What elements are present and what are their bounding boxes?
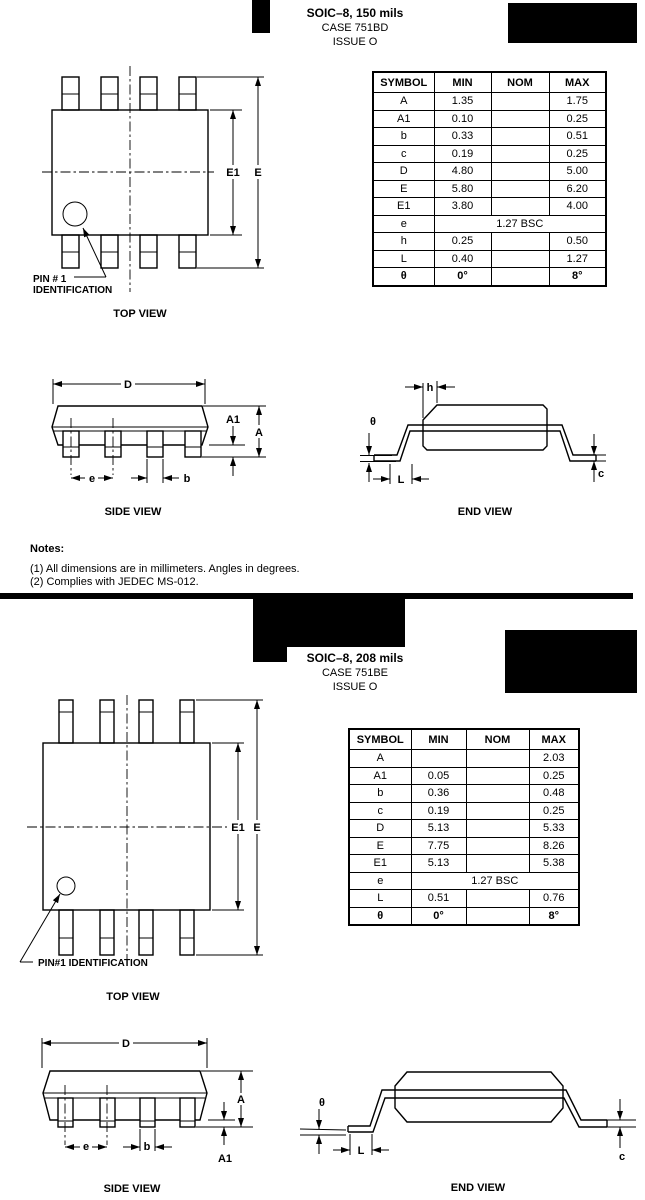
top-view-caption-1: TOP VIEW [113,308,167,320]
package-title: SOIC–8, 150 mils [306,6,404,20]
table-row [373,163,606,181]
symbol-cell: θ [373,268,434,286]
pin1-marker [57,877,75,895]
dim-D [53,378,205,404]
value-cell [491,233,549,251]
value-cell: 4.80 [434,163,491,181]
value-cell: 0.48 [529,785,579,803]
section2-header [255,651,455,694]
dim-label-L: L [357,1145,365,1157]
dim-b [123,1129,172,1153]
bottom-pins [62,235,196,268]
value-cell: 1.27 [549,250,606,268]
table-row [349,750,579,768]
value-cell [491,163,549,181]
value-cell: 8° [549,268,606,286]
dim-label-b: b [143,1141,151,1153]
table-row [349,855,579,873]
table-row [349,785,579,803]
symbol-cell: D [349,820,411,838]
value-cell: 1.27 BSC [434,215,606,233]
centerlines [42,66,214,292]
symbol-cell: c [349,802,411,820]
dim-label-theta: θ [319,1097,325,1109]
dim-label-e: e [88,473,96,485]
pins [58,1098,195,1127]
end-view-drawing-2 [300,1042,645,1177]
section1-header [255,6,455,49]
dim-theta [300,1097,346,1154]
value-cell: 5.00 [549,163,606,181]
dim-label-c: c [597,468,605,480]
col-min: MIN [411,729,466,750]
value-cell [466,785,529,803]
dim-b [131,459,191,485]
col-max: MAX [549,72,606,93]
dim-e [65,1141,107,1153]
package-title: SOIC–8, 208 mils [306,651,404,665]
value-cell: 7.75 [411,837,466,855]
dim-L [333,1134,389,1157]
top-pins [59,700,194,743]
value-cell [491,128,549,146]
symbol-cell: L [349,890,411,908]
centerlines [27,695,232,960]
dim-label-A: A [237,1094,245,1106]
table-row [373,93,606,111]
value-cell [491,145,549,163]
notes [30,543,300,590]
side-view-caption-1: SIDE VIEW [104,506,162,518]
dim-label-D: D [124,379,132,391]
dim-c [582,434,606,482]
value-cell [466,820,529,838]
dim-D [42,1038,207,1068]
case-number: CASE 751BE [321,667,389,679]
col-symbol: SYMBOL [373,72,434,93]
top-view-drawing-1 [30,60,265,320]
table-row [373,110,606,128]
table-row [349,907,579,925]
side-view-caption-2: SIDE VIEW [103,1183,161,1195]
value-cell [491,198,549,216]
table-row [373,145,606,163]
table-row [349,767,579,785]
symbol-cell: θ [349,907,411,925]
value-cell: 4.00 [549,198,606,216]
redaction-box [253,599,405,647]
value-cell [466,802,529,820]
table-row [373,233,606,251]
case-number: CASE 751BD [321,22,389,34]
table-row [373,250,606,268]
dim-label-E1: E1 [226,167,240,179]
symbol-cell: L [373,250,434,268]
value-cell: 0.25 [434,233,491,251]
bottom-pins [59,910,194,955]
value-cell: 0.10 [434,110,491,128]
value-cell [466,750,529,768]
value-cell: 0.40 [434,250,491,268]
symbol-cell: e [349,872,411,890]
top-pins [62,77,196,110]
value-cell [491,110,549,128]
table-row [373,198,606,216]
dim-c [607,1099,636,1163]
value-cell: 8.26 [529,837,579,855]
dim-label-e: e [82,1141,90,1153]
value-cell [466,907,529,925]
value-cell: 8° [529,907,579,925]
dim-A1 [209,414,245,476]
value-cell: 0.25 [549,110,606,128]
table-header-row [349,729,579,750]
value-cell: 5.38 [529,855,579,873]
dim-E1 [210,110,244,235]
col-max: MAX [529,729,579,750]
dimension-table-2 [348,728,580,926]
table-row [349,837,579,855]
dim-label-E: E [254,167,262,179]
gull-wing-leads [348,1090,607,1132]
value-cell: 0.76 [529,890,579,908]
dim-L [373,464,429,486]
value-cell [491,180,549,198]
col-symbol: SYMBOL [349,729,411,750]
value-cell: 6.20 [549,180,606,198]
gull-wing-leads [374,425,596,461]
side-view-drawing-2 [25,1038,270,1173]
value-cell: 0.19 [411,802,466,820]
pin1-marker [63,202,87,226]
value-cell [491,250,549,268]
value-cell [466,767,529,785]
value-cell: 1.75 [549,93,606,111]
value-cell: 0.25 [529,802,579,820]
dim-A1 [208,1102,235,1165]
value-cell [466,837,529,855]
table-row [349,802,579,820]
note-item: (1) All dimensions are in millimeters. Angles in degrees. [30,562,300,575]
pin1-label-line1: PIN # 1 [33,274,67,285]
dimension-table-1 [372,71,607,287]
symbol-cell: e [373,215,434,233]
symbol-cell: E1 [349,855,411,873]
value-cell: 0.51 [549,128,606,146]
value-cell: 0.25 [549,145,606,163]
col-min: MIN [434,72,491,93]
table-row [349,890,579,908]
value-cell: 2.03 [529,750,579,768]
col-nom: NOM [466,729,529,750]
value-cell: 3.80 [434,198,491,216]
pins [63,431,201,457]
symbol-cell: A [349,750,411,768]
value-cell: 1.35 [434,93,491,111]
symbol-cell: c [373,145,434,163]
symbol-cell: b [349,785,411,803]
end-view-caption-2: END VIEW [450,1182,506,1194]
table-row [349,872,579,890]
table-row [373,215,606,233]
dim-label-E: E [253,822,261,834]
pin1-label-line2: IDENTIFICATION [33,285,113,296]
dim-label-h: h [426,382,434,394]
symbol-cell: h [373,233,434,251]
value-cell: 0.51 [411,890,466,908]
symbol-cell: A1 [373,110,434,128]
value-cell [491,93,549,111]
dim-theta [360,416,396,482]
value-cell [411,750,466,768]
dim-label-c: c [618,1151,626,1163]
end-view-drawing-1 [360,378,610,508]
symbol-cell: E [349,837,411,855]
pin1-label: PIN#1 IDENTIFICATION [38,958,148,969]
value-cell [466,855,529,873]
value-cell [466,890,529,908]
dim-label-E1: E1 [231,822,245,834]
symbol-cell: b [373,128,434,146]
table-row [349,820,579,838]
value-cell: 0.25 [529,767,579,785]
value-cell: 5.33 [529,820,579,838]
package-body [43,743,210,910]
value-cell: 0.33 [434,128,491,146]
notes-heading: Notes: [30,543,65,555]
value-cell: 5.13 [411,820,466,838]
package-body [423,405,547,450]
package-body [395,1072,563,1122]
table-row [373,128,606,146]
value-cell: 5.13 [411,855,466,873]
value-cell: 0.19 [434,145,491,163]
top-view-caption-2: TOP VIEW [106,991,160,1003]
symbol-cell: E1 [373,198,434,216]
value-cell: 1.27 BSC [411,872,579,890]
symbol-cell: A [373,93,434,111]
dim-label-D: D [122,1038,130,1050]
dim-E1 [212,743,249,910]
value-cell: 0.36 [411,785,466,803]
value-cell: 0.50 [549,233,606,251]
dim-label-b: b [183,473,191,485]
redaction-box [508,3,637,43]
top-view-drawing-2 [10,692,265,977]
table-row [373,268,606,286]
dim-label-A: A [255,427,263,439]
redaction-box [505,630,637,693]
dim-label-L: L [397,474,405,486]
pin1-leader [20,894,60,962]
issue-label: ISSUE O [332,681,378,693]
value-cell: 0.05 [411,767,466,785]
symbol-cell: A1 [349,767,411,785]
value-cell [491,268,549,286]
symbol-cell: E [373,180,434,198]
dim-label-theta: θ [370,416,376,428]
end-view-caption-1: END VIEW [457,506,513,518]
issue-label: ISSUE O [332,36,378,48]
value-cell: 0° [434,268,491,286]
value-cell: 5.80 [434,180,491,198]
table-header-row [373,72,606,93]
side-view-drawing-1 [40,378,270,508]
note-item: (2) Complies with JEDEC MS-012. [30,576,199,588]
symbol-cell: D [373,163,434,181]
dim-e [71,472,113,485]
dim-label-A1: A1 [225,414,241,426]
value-cell: 0° [411,907,466,925]
dim-label-A1: A1 [217,1153,233,1165]
table-row [373,180,606,198]
col-nom: NOM [491,72,549,93]
